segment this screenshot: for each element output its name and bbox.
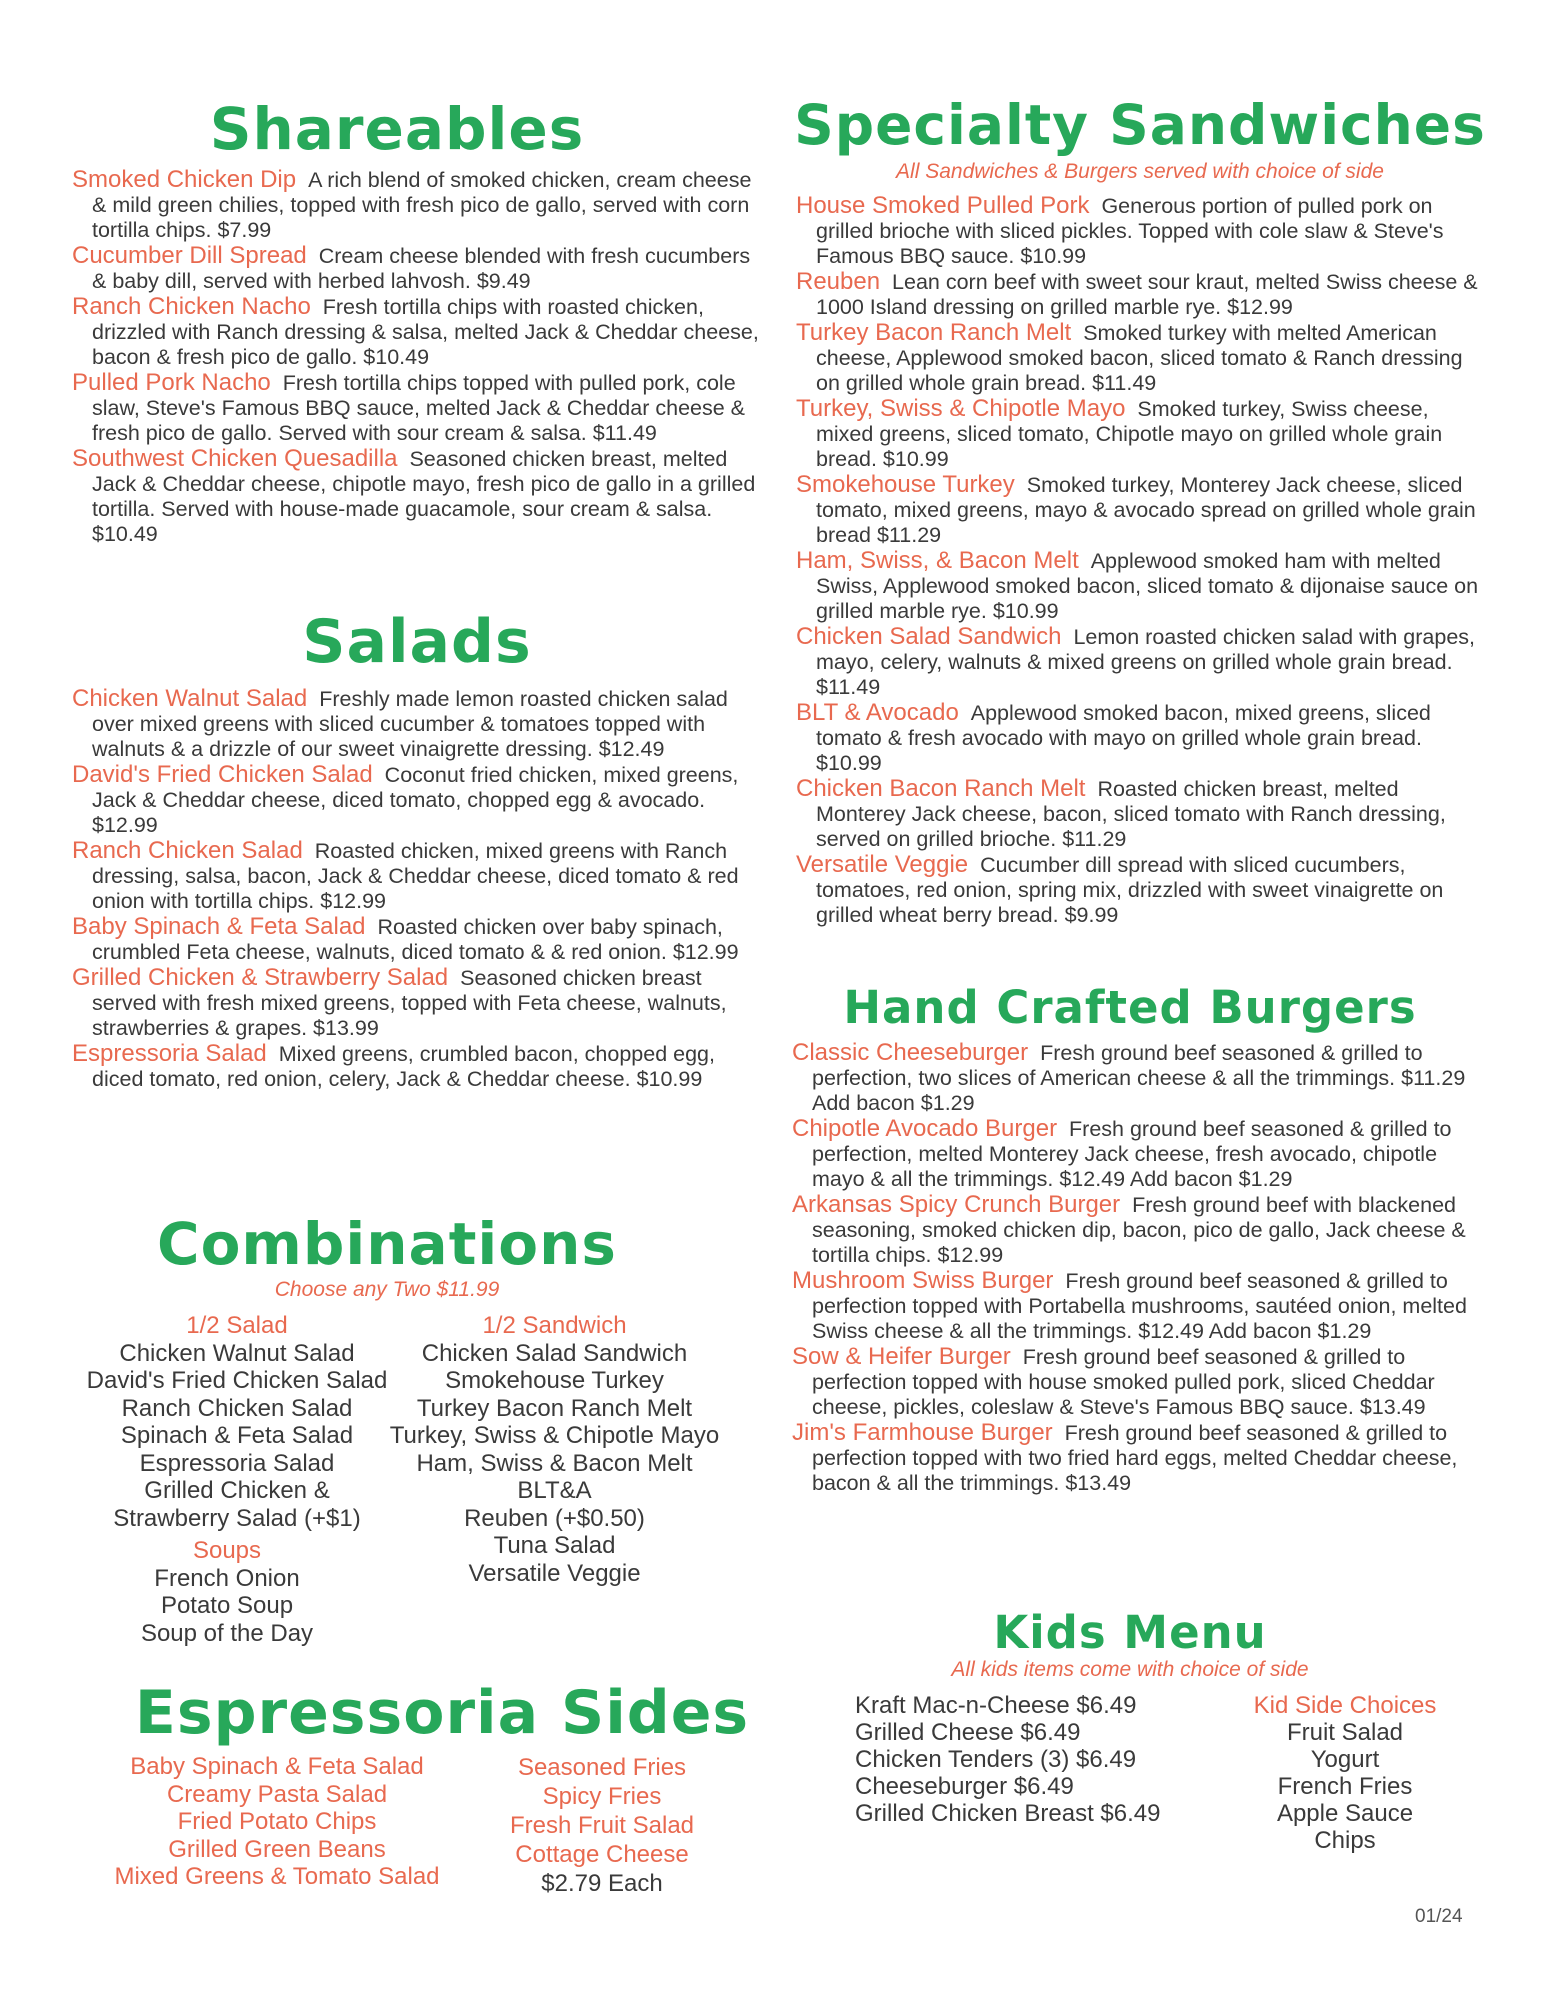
sides-left-list [102, 1753, 452, 1891]
list-item: Smokehouse Turkey [445, 1367, 664, 1394]
menu-item-description: Fresh ground beef seasoned & grilled to perfection topped with two fried hard eggs, melted Cheddar cheese, bacon & all the trimmings. $13.49 [812, 1421, 1458, 1495]
half-salad-column [72, 1312, 402, 1532]
list-item: Fruit Salad [1286, 1719, 1404, 1746]
list-item: Espressoria Salad [139, 1449, 335, 1477]
menu-item-description: Fresh ground beef seasoned & grilled to perfection topped with house smoked pulled pork, sliced Cheddar cheese, pickles, coleslaw & Steve's Famous BBQ sauce. $13.49 [812, 1345, 1435, 1419]
menu-item [72, 446, 762, 547]
menu-item-description: Roasted chicken over baby spinach, crumbled Feta cheese, walnuts, diced tomato & & red onion. $12.99 [92, 915, 739, 964]
menu-item-name: Ranch Chicken Salad [72, 837, 303, 864]
burgers-title: Hand Crafted Burgers [843, 981, 1417, 1034]
list-item: Yogurt [1310, 1746, 1380, 1773]
menu-item-name: Chicken Salad Sandwich [796, 623, 1062, 650]
list-item: Fresh Fruit Salad [509, 1812, 695, 1839]
menu-item [792, 1268, 1482, 1344]
list-item: Baby Spinach & Feta Salad [130, 1753, 424, 1780]
list-item: Kraft Mac-n-Cheese $6.49 [855, 1692, 1137, 1719]
date-code: 01/24 [1415, 1906, 1463, 1927]
menu-item-name: Grilled Chicken & Strawberry Salad [72, 964, 449, 991]
menu-item [792, 1344, 1482, 1420]
list-item: Grilled Chicken & [144, 1477, 330, 1504]
menu-item [796, 193, 1486, 269]
list-item: Creamy Pasta Salad [166, 1780, 388, 1808]
menu-item [796, 700, 1486, 776]
list-item: Ham, Swiss & Bacon Melt [416, 1449, 693, 1477]
sandwiches-list [796, 193, 1486, 928]
menu-item-name: Arkansas Spicy Crunch Burger [792, 1191, 1121, 1218]
menu-item-name: David's Fried Chicken Salad [72, 761, 373, 788]
menu-item [796, 548, 1486, 624]
menu-item [72, 1041, 762, 1092]
soups-block [72, 1537, 382, 1647]
menu-item-description: Lean corn beef with sweet sour kraut, melted Swiss cheese & 1000 Island dressing on grilled marble rye. $12.99 [816, 270, 1478, 319]
half-sandwich-column [387, 1312, 722, 1587]
list-item: Potato Soup [160, 1592, 294, 1619]
list-item: Spinach & Feta Salad [120, 1422, 354, 1449]
menu-item-name: Baby Spinach & Feta Salad [72, 913, 366, 940]
menu-item-name: Chipotle Avocado Burger [792, 1115, 1058, 1142]
combinations-title: Combinations [157, 1210, 617, 1278]
sides-right-list [472, 1753, 732, 1869]
menu-item-name: Versatile Veggie [796, 851, 969, 878]
menu-item-name: Southwest Chicken Quesadilla [72, 445, 398, 472]
list-item: Fried Potato Chips [177, 1808, 377, 1835]
list-item: Turkey Bacon Ranch Melt [416, 1394, 693, 1422]
menu-item-description: Roasted chicken breast, melted Monterey Jack cheese, bacon, sliced tomato with Ranch dressing, served on grilled brioche. $11.29 [816, 777, 1446, 851]
combinations-subtitle: Choose any Two $11.99 [274, 1278, 500, 1301]
list-item: David's Fried Chicken Salad [86, 1367, 388, 1394]
menu-item-name: Smoked Chicken Dip [72, 166, 297, 193]
sides-right-block [472, 1753, 732, 1898]
half-sandwich-list [387, 1340, 722, 1588]
menu-item-description: Applewood smoked ham with melted Swiss, Applewood smoked bacon, sliced tomato & dijonaise sauce on grilled marble rye. $10.99 [816, 549, 1479, 623]
list-item: Ranch Chicken Salad [121, 1394, 353, 1422]
list-item: Reuben (+$0.50) [464, 1504, 645, 1532]
list-item: Apple Sauce [1276, 1800, 1414, 1827]
list-item: Cheeseburger $6.49 [855, 1773, 1074, 1800]
menu-item-description: Roasted chicken, mixed greens with Ranch dressing, salsa, bacon, Jack & Cheddar cheese, diced tomato & red onion with tortilla chips. $12.99 [92, 839, 739, 913]
half-sandwich-header: 1/2 Sandwich [482, 1312, 627, 1339]
menu-item-description: Mixed greens, crumbled bacon, chopped egg, diced tomato, red onion, celery, Jack & Cheddar cheese. $10.99 [92, 1042, 715, 1091]
menu-item [796, 320, 1486, 396]
list-item: French Onion [154, 1564, 300, 1592]
salads-list [72, 686, 762, 1092]
shareables-title: Shareables [209, 95, 585, 163]
list-item: Mixed Greens & Tomato Salad [114, 1863, 440, 1890]
list-item: Chicken Walnut Salad [119, 1339, 355, 1367]
menu-item-name: House Smoked Pulled Pork [796, 192, 1090, 219]
menu-item-name: BLT & Avocado [796, 699, 959, 726]
menu-item-description: Cucumber dill spread with sliced cucumbers, tomatoes, red onion, spring mix, drizzled with sweet vinaigrette on grilled wheat berry bread. $9.99 [816, 853, 1444, 927]
menu-item-name: Mushroom Swiss Burger [792, 1267, 1054, 1294]
kid-sides-header: Kid Side Choices [1253, 1692, 1437, 1719]
menu-item-name: Chicken Walnut Salad [72, 685, 308, 712]
sandwiches-title: Specialty Sandwiches [794, 93, 1486, 157]
list-item: Soup of the Day [140, 1619, 314, 1647]
menu-item-description: Fresh tortilla chips topped with pulled pork, cole slaw, Steve's Famous BBQ sauce, melted Jack & Cheddar cheese & fresh pico de gallo. Served with sour cream & salsa. $11.49 [92, 371, 745, 445]
menu-item-name: Chicken Bacon Ranch Melt [796, 775, 1086, 802]
menu-item-name: Jim's Farmhouse Burger [792, 1419, 1053, 1446]
soups-list [72, 1565, 382, 1648]
list-item: Tuna Salad [493, 1532, 616, 1559]
menu-item-name: Turkey, Swiss & Chipotle Mayo [796, 395, 1126, 422]
menu-item-description: A rich blend of smoked chicken, cream cheese & mild green chilies, topped with fresh pico de gallo, served with corn tortilla chips. $7.99 [92, 168, 752, 242]
menu-item [72, 370, 762, 446]
menu-item-description: Fresh ground beef seasoned & grilled to perfection topped with Portabella mushrooms, sautéed onion, melted Swiss cheese & all the trimmings. $12.49 Add bacon $1.29 [812, 1269, 1467, 1343]
menu-item-name: Cucumber Dill Spread [72, 242, 307, 269]
sides-price: $2.79 Each [541, 1870, 663, 1897]
half-salad-header: 1/2 Salad [186, 1312, 288, 1339]
menu-item [72, 167, 762, 243]
menu-item [796, 624, 1486, 700]
menu-item-description: Smoked turkey, Monterey Jack cheese, sliced tomato, mixed greens, mayo & avocado spread on grilled whole grain bread $11.29 [816, 473, 1476, 547]
menu-item [796, 776, 1486, 852]
list-item: French Fries [1277, 1773, 1413, 1800]
kids-subtitle: All kids items come with choice of side [951, 1658, 1309, 1681]
list-item: Chicken Salad Sandwich [421, 1339, 688, 1367]
menu-item [792, 1420, 1482, 1496]
shareables-list [72, 167, 762, 547]
list-item: Spicy Fries [542, 1783, 662, 1810]
list-item: Seasoned Fries [517, 1754, 687, 1781]
list-item: Versatile Veggie [468, 1559, 641, 1587]
menu-item [72, 686, 762, 762]
menu-item [72, 762, 762, 838]
menu-item [72, 294, 762, 370]
burgers-list [792, 1040, 1482, 1496]
menu-item-name: Smokehouse Turkey [796, 471, 1015, 498]
menu-item-description: Fresh ground beef with blackened seasoning, smoked chicken dip, bacon, pico de gallo, Jack cheese & tortilla chips. $12.99 [812, 1193, 1466, 1267]
menu-item-description: Smoked turkey, Swiss cheese, mixed greens, sliced tomato, Chipotle mayo on grilled whole grain bread. $10.99 [816, 397, 1443, 471]
menu-item-name: Sow & Heifer Burger [792, 1343, 1011, 1370]
menu-item-description: Seasoned chicken breast, melted Jack & Cheddar cheese, chipotle mayo, fresh pico de gallo in a grilled tortilla. Served with house-made guacamole, sour cream & salsa. $10.49 [92, 447, 756, 546]
list-item: Chips [1314, 1827, 1376, 1854]
menu-item-name: Reuben [796, 268, 881, 295]
sandwiches-subtitle: All Sandwiches & Burgers served with choice of side [896, 160, 1384, 183]
menu-item [796, 472, 1486, 548]
half-salad-list [72, 1340, 402, 1533]
menu-item [792, 1040, 1482, 1116]
menu-item-name: Espressoria Salad [72, 1040, 267, 1067]
list-item: Grilled Green Beans [168, 1835, 386, 1863]
list-item: Turkey, Swiss & Chipotle Mayo [389, 1422, 720, 1449]
kid-sides-list [1220, 1719, 1470, 1854]
kid-side-choices [1220, 1692, 1470, 1854]
menu-item-name: Ham, Swiss, & Bacon Melt [796, 547, 1079, 574]
menu-item [796, 852, 1486, 928]
menu-item-name: Turkey Bacon Ranch Melt [796, 319, 1072, 346]
menu-item [796, 269, 1486, 320]
list-item: Cottage Cheese [515, 1841, 689, 1868]
menu-item [72, 914, 762, 965]
list-item: Chicken Tenders (3) $6.49 [855, 1746, 1137, 1773]
menu-item [792, 1192, 1482, 1268]
menu-item-description: Applewood smoked bacon, mixed greens, sliced tomato & fresh avocado with mayo on grilled whole grain bread. $10.99 [816, 701, 1431, 775]
list-item: Grilled Chicken Breast $6.49 [855, 1800, 1161, 1827]
list-item: BLT&A [517, 1477, 592, 1504]
menu-item-name: Classic Cheeseburger [792, 1039, 1029, 1066]
menu-item [72, 965, 762, 1041]
menu-item-name: Pulled Pork Nacho [72, 369, 271, 396]
menu-item-description: Fresh ground beef seasoned & grilled to perfection, two slices of American cheese & all the trimmings. $11.29 Add bacon $1.29 [812, 1041, 1466, 1115]
soups-header: Soups [192, 1537, 262, 1564]
menu-item-description: Smoked turkey with melted American cheese, Applewood smoked bacon, sliced tomato & Ranch dressing on grilled whole grain bread. $11.49 [816, 321, 1463, 395]
menu-item-description: Fresh tortilla chips with roasted chicken, drizzled with Ranch dressing & salsa, melted Jack & Cheddar cheese, bacon & fresh pico de gallo. $10.49 [92, 295, 759, 369]
menu-item [72, 838, 762, 914]
menu-item [72, 243, 762, 294]
salads-title: Salads [302, 607, 532, 677]
menu-item-description: Generous portion of pulled pork on grilled brioche with sliced pickles. Topped with cole slaw & Steve's Famous BBQ sauce. $10.99 [816, 194, 1444, 268]
kids-title: Kids Menu [993, 1606, 1267, 1659]
menu-item-description: Lemon roasted chicken salad with grapes, mayo, celery, walnuts & mixed greens on grilled whole grain bread. $11.49 [816, 625, 1476, 699]
menu-item-name: Ranch Chicken Nacho [72, 293, 311, 320]
list-item: Strawberry Salad (+$1) [113, 1504, 361, 1532]
menu-item [792, 1116, 1482, 1192]
menu-item-description: Cream cheese blended with fresh cucumbers & baby dill, served with herbed lahvosh. $9.49 [92, 244, 751, 293]
menu-item-description: Freshly made lemon roasted chicken salad over mixed greens with sliced cucumber & tomatoes topped with walnuts & a drizzle of our sweet vinaigrette dressing. $12.49 [92, 687, 728, 761]
menu-item-description: Seasoned chicken breast served with fresh mixed greens, topped with Feta cheese, walnuts, strawberries & grapes. $13.99 [92, 966, 727, 1040]
kids-items-list [855, 1692, 1235, 1827]
sides-title: Espressoria Sides [134, 1678, 750, 1748]
menu-item-description: Fresh ground beef seasoned & grilled to perfection, melted Monterey Jack cheese, fresh avocado, chipotle mayo & all the trimmings. $12.49 Add bacon $1.29 [812, 1117, 1452, 1191]
menu-item [796, 396, 1486, 472]
menu-item-description: Coconut fried chicken, mixed greens, Jack & Cheddar cheese, diced tomato, chopped egg & avocado. $12.99 [92, 763, 739, 837]
list-item: Grilled Cheese $6.49 [855, 1719, 1081, 1746]
